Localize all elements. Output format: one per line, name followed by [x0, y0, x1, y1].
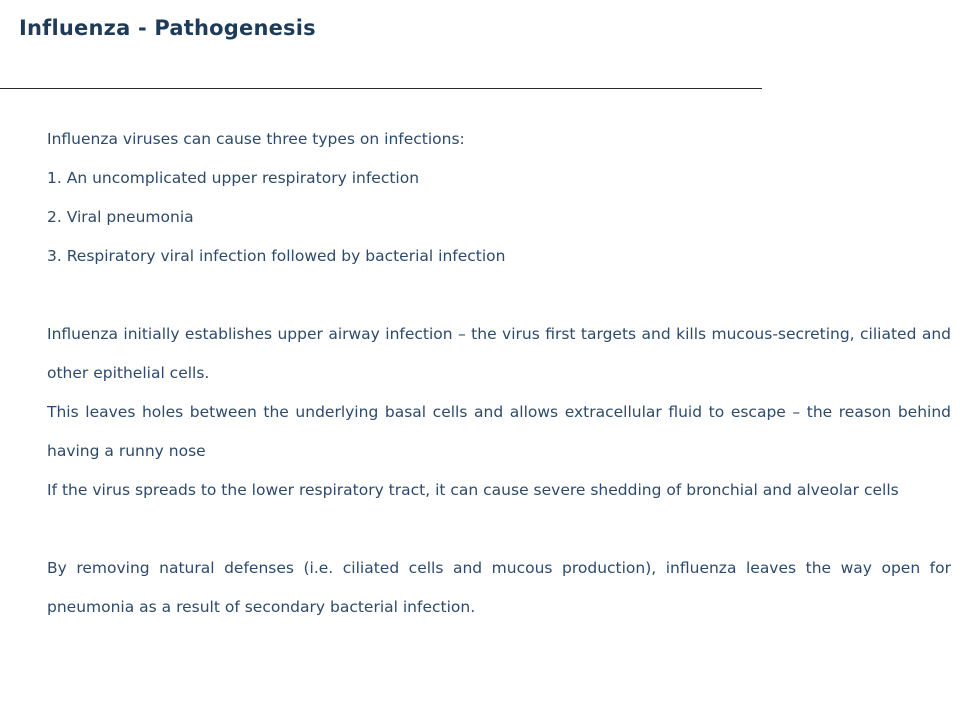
list-item-2: 2. Viral pneumonia: [47, 208, 194, 226]
paragraph-lower-tract: If the virus spreads to the lower respiratory tract, it can cause severe shedding of bronchial and alveolar cells: [47, 481, 899, 499]
list-item-3: 3. Respiratory viral infection followed by bacterial infection: [47, 247, 506, 265]
slide-title: Influenza - Pathogenesis: [19, 16, 316, 40]
blank-line: [47, 276, 951, 315]
intro-text: Influenza viruses can cause three types on infections:: [47, 130, 465, 148]
blank-line: [47, 510, 951, 549]
paragraph-upper-airway: Influenza initially establishes upper airway infection – the virus first targets and kills mucous-secreting, ciliated and other epithelial cells.: [47, 325, 951, 382]
title-divider: [0, 88, 762, 89]
list-item-1: 1. An uncomplicated upper respiratory infection: [47, 169, 420, 187]
paragraph-secondary-infection: By removing natural defenses (i.e. ciliated cells and mucous production), influenza leaves the way open for pneumonia as a result of secondary bacterial infection.: [47, 559, 951, 616]
paragraph-runny-nose: This leaves holes between the underlying basal cells and allows extracellular fluid to escape – the reason behind having a runny nose: [47, 403, 951, 460]
slide-body: [47, 120, 951, 627]
